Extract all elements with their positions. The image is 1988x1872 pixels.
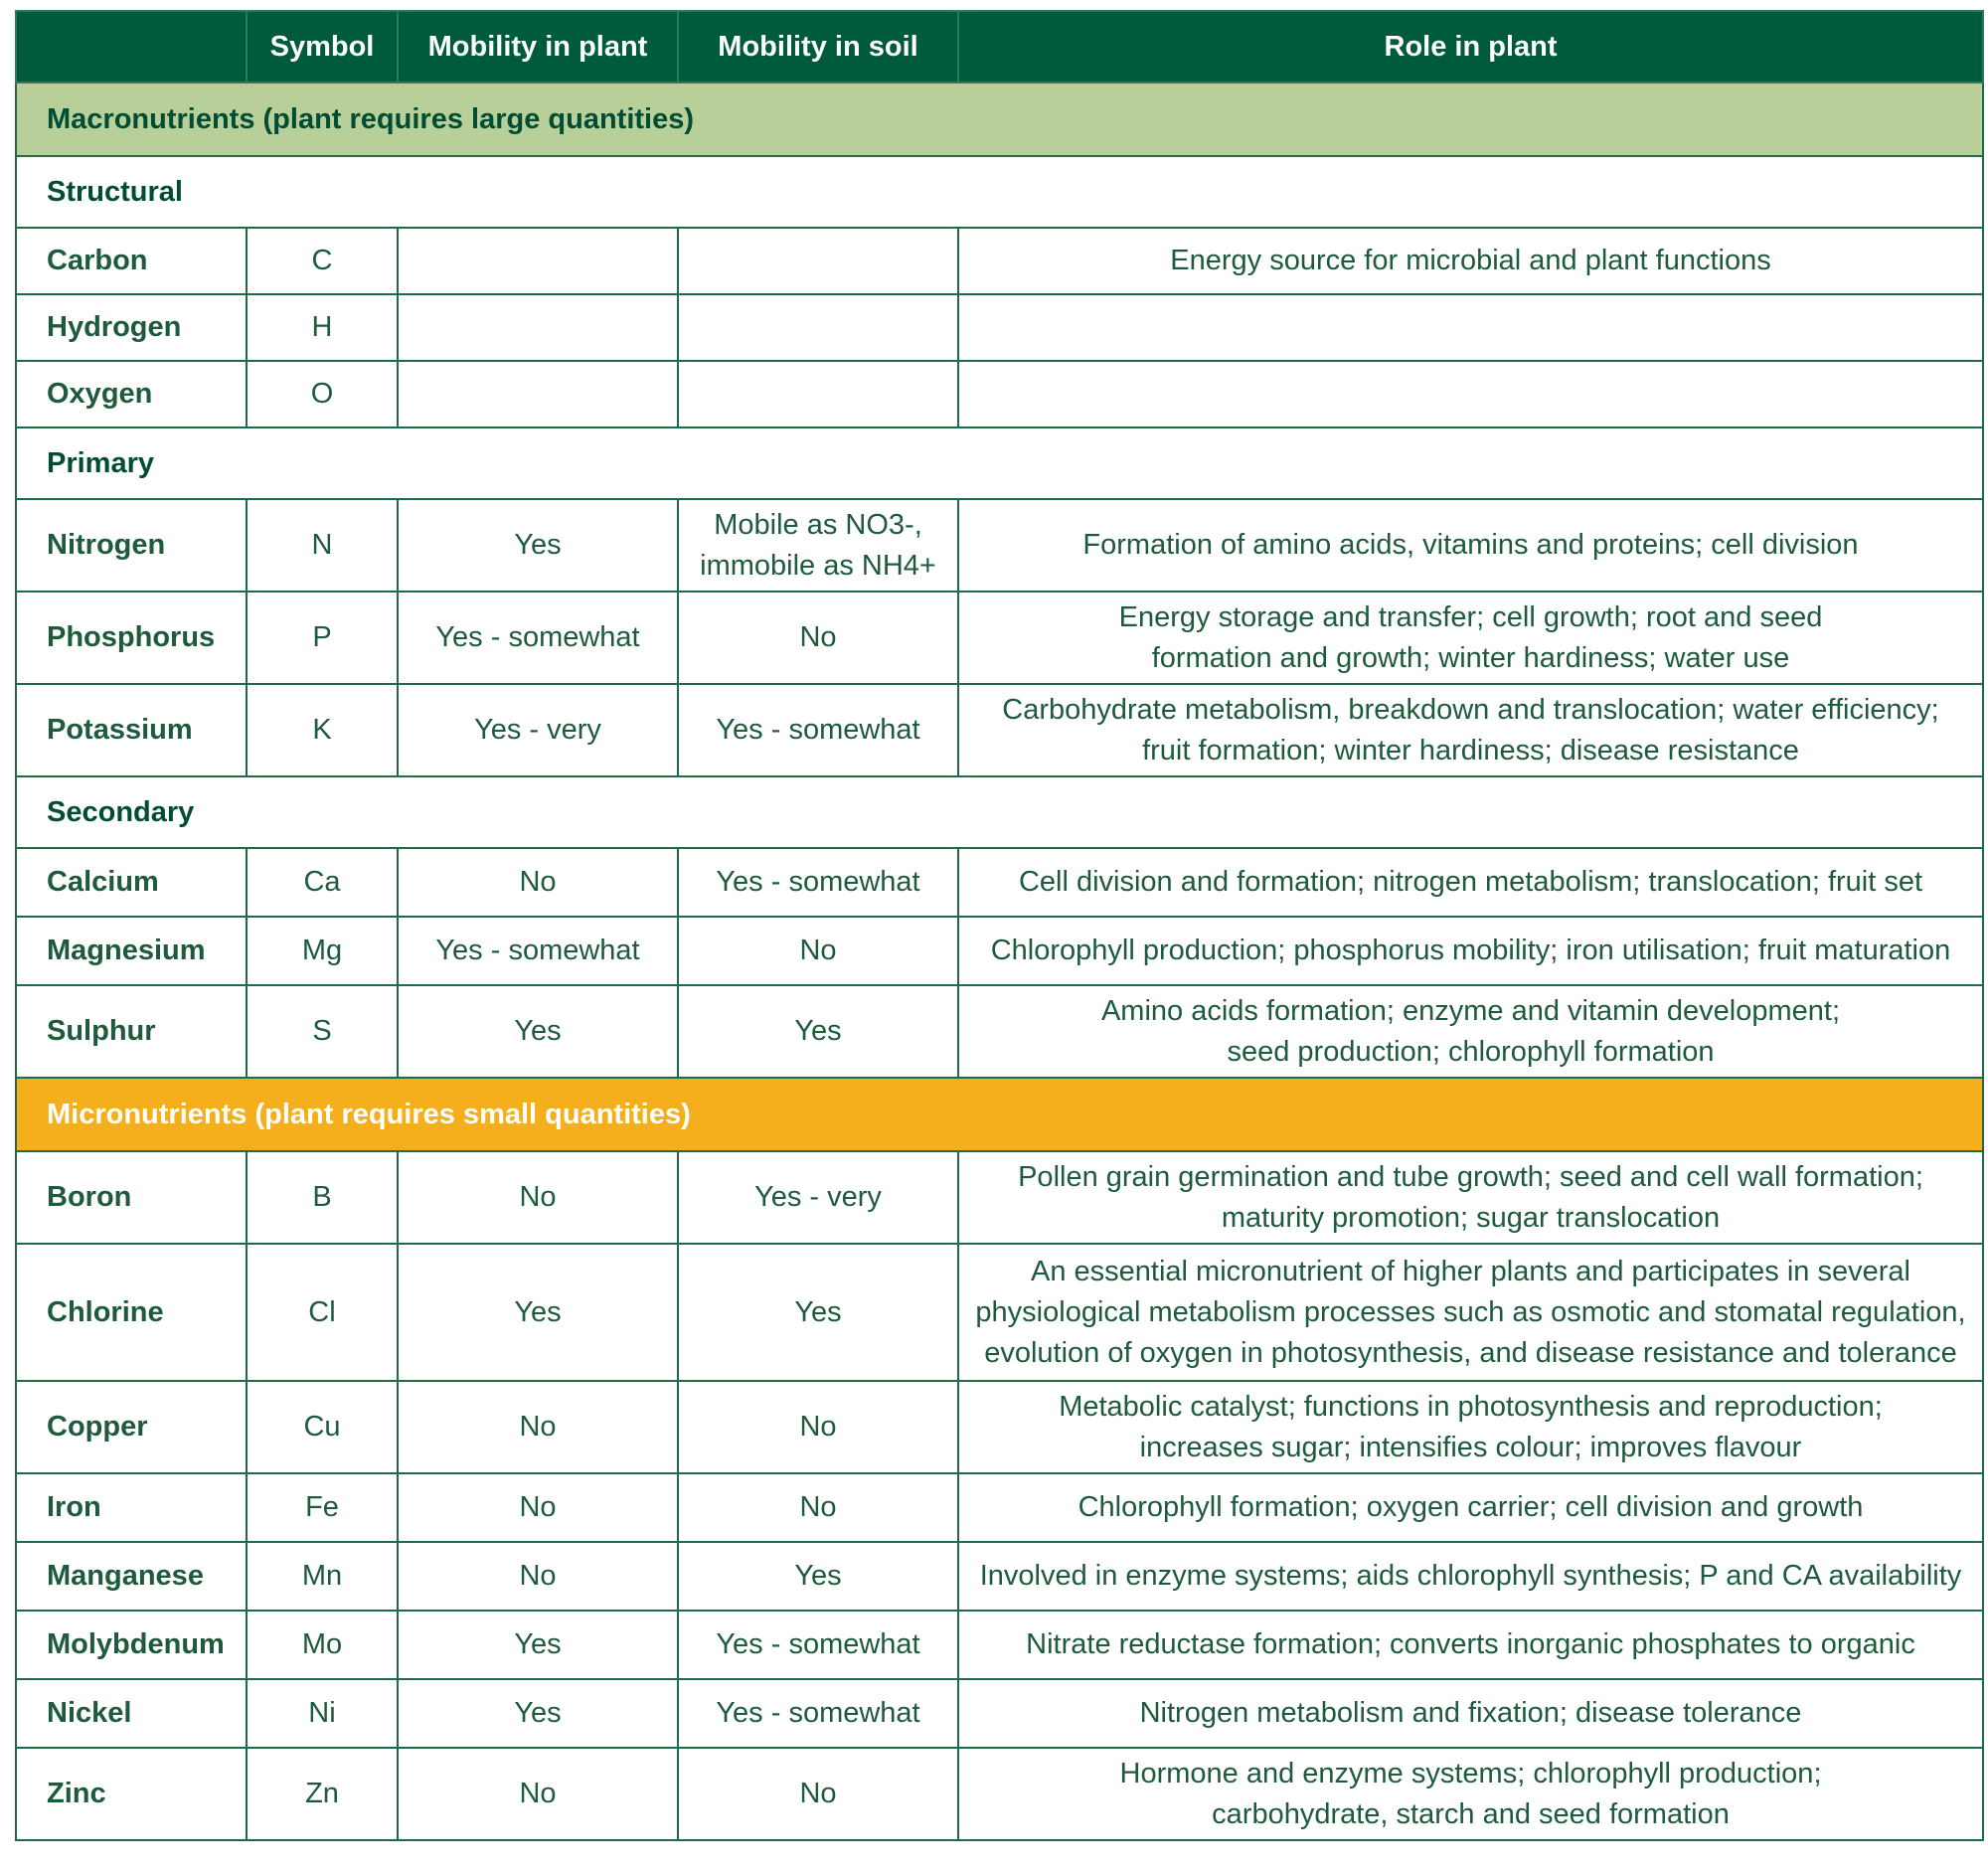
plant-role: Involved in enzyme systems; aids chlorophyll synthesis; P and CA availability: [958, 1542, 1983, 1611]
mobility-soil-line: Mobile as NO3-,: [714, 508, 922, 541]
plant-role: Formation of amino acids, vitamins and proteins; cell division: [958, 499, 1983, 592]
mobility-plant: Yes: [398, 1244, 678, 1381]
mobility-plant: Yes - very: [398, 684, 678, 776]
plant-role-line: seed production; chlorophyll formation: [1227, 1035, 1715, 1068]
mobility-plant: No: [398, 1151, 678, 1244]
mobility-soil: Yes - somewhat: [678, 848, 958, 917]
structural-group-header: [16, 156, 1983, 228]
plant-role: Chlorophyll formation; oxygen carrier; cell division and growth: [958, 1473, 1983, 1542]
nutrient-name: Carbon: [16, 228, 247, 294]
mobility-plant: [398, 294, 678, 361]
header-symbol: Symbol: [247, 11, 398, 83]
table-row: [16, 1151, 1983, 1244]
mobility-soil: Yes: [678, 985, 958, 1078]
nutrient-name: Potassium: [16, 684, 247, 776]
nutrient-name: Nickel: [16, 1679, 247, 1748]
nutrient-symbol: B: [247, 1151, 398, 1244]
plant-role-line: Pollen grain germination and tube growth; seed and cell wall formation;: [1018, 1160, 1923, 1193]
mobility-soil: [678, 294, 958, 361]
table-row: [16, 985, 1983, 1078]
table-row: [16, 1611, 1983, 1679]
nutrient-name: Zinc: [16, 1748, 247, 1840]
micronutrients-label: Micronutrients (plant requires small quantities): [16, 1078, 1983, 1151]
table-header-row: [16, 11, 1983, 83]
plant-role-line: fruit formation; winter hardiness; disease resistance: [1142, 734, 1799, 766]
structural-label: Structural: [16, 156, 1983, 228]
mobility-soil: No: [678, 1748, 958, 1840]
nutrient-symbol: C: [247, 228, 398, 294]
nutrient-name: Magnesium: [16, 917, 247, 985]
mobility-soil: Yes: [678, 1244, 958, 1381]
nutrient-name: Phosphorus: [16, 592, 247, 684]
nutrient-symbol: Mo: [247, 1611, 398, 1679]
nutrient-name: Nitrogen: [16, 499, 247, 592]
nutrient-symbol: Mg: [247, 917, 398, 985]
nutrient-name: Hydrogen: [16, 294, 247, 361]
plant-role-line: formation and growth; winter hardiness; water use: [1151, 641, 1790, 674]
nutrient-symbol: Fe: [247, 1473, 398, 1542]
nutrient-name: Copper: [16, 1381, 247, 1473]
nutrient-symbol: O: [247, 361, 398, 427]
plant-role: [958, 592, 1983, 684]
nutrient-symbol: Cu: [247, 1381, 398, 1473]
plant-role-line: carbohydrate, starch and seed formation: [1212, 1797, 1730, 1830]
header-mobility-plant: Mobility in plant: [398, 11, 678, 83]
primary-label: Primary: [16, 427, 1983, 499]
table-row: [16, 848, 1983, 917]
table-row: [16, 499, 1983, 592]
nutrient-symbol: Zn: [247, 1748, 398, 1840]
mobility-soil: No: [678, 592, 958, 684]
nutrient-symbol: Mn: [247, 1542, 398, 1611]
mobility-soil-line: immobile as NH4+: [700, 549, 936, 582]
header-mobility-soil: Mobility in soil: [678, 11, 958, 83]
plant-role-line: Energy storage and transfer; cell growth; root and seed: [1118, 600, 1823, 633]
nutrient-name: Boron: [16, 1151, 247, 1244]
mobility-soil: [678, 361, 958, 427]
mobility-plant: Yes: [398, 1611, 678, 1679]
nutrient-symbol: Ni: [247, 1679, 398, 1748]
nutrient-name: Manganese: [16, 1542, 247, 1611]
nutrient-name: Oxygen: [16, 361, 247, 427]
table-row: [16, 1542, 1983, 1611]
plant-role: [958, 684, 1983, 776]
header-nutrient: [16, 11, 247, 83]
plant-role-line: An essential micronutrient of higher plants and participates in several: [1031, 1255, 1910, 1287]
secondary-group-header: [16, 776, 1983, 848]
mobility-plant: [398, 361, 678, 427]
mobility-soil: Yes - very: [678, 1151, 958, 1244]
mobility-plant: Yes: [398, 985, 678, 1078]
nutrient-name: Molybdenum: [16, 1611, 247, 1679]
nutrient-name: Calcium: [16, 848, 247, 917]
plant-role: [958, 1381, 1983, 1473]
plant-role-line: physiological metabolism processes such as osmotic and stomatal regulation,: [975, 1295, 1966, 1328]
nutrient-symbol: S: [247, 985, 398, 1078]
plant-role: [958, 1151, 1983, 1244]
mobility-soil: No: [678, 917, 958, 985]
plant-role: Energy source for microbial and plant functions: [958, 228, 1983, 294]
table-row: [16, 917, 1983, 985]
macronutrients-section-header: [16, 83, 1983, 156]
plant-role: Chlorophyll production; phosphorus mobility; iron utilisation; fruit maturation: [958, 917, 1983, 985]
plant-role: Nitrate reductase formation; converts inorganic phosphates to organic: [958, 1611, 1983, 1679]
plant-role-line: Metabolic catalyst; functions in photosynthesis and reproduction;: [1059, 1390, 1883, 1423]
mobility-plant: Yes: [398, 1679, 678, 1748]
header-role: Role in plant: [958, 11, 1983, 83]
nutrient-symbol: N: [247, 499, 398, 592]
mobility-soil: Yes - somewhat: [678, 684, 958, 776]
mobility-plant: No: [398, 1748, 678, 1840]
mobility-plant: [398, 228, 678, 294]
nutrient-name: Chlorine: [16, 1244, 247, 1381]
nutrient-table-container: [15, 10, 1982, 1841]
plant-role: Nitrogen metabolism and fixation; disease tolerance: [958, 1679, 1983, 1748]
plant-nutrient-table: [15, 10, 1984, 1841]
nutrient-symbol: H: [247, 294, 398, 361]
table-row: [16, 1244, 1983, 1381]
macronutrients-label: Macronutrients (plant requires large quantities): [16, 83, 1983, 156]
nutrient-symbol: Ca: [247, 848, 398, 917]
table-row: [16, 592, 1983, 684]
mobility-plant: No: [398, 1473, 678, 1542]
mobility-soil: Yes - somewhat: [678, 1611, 958, 1679]
plant-role-line: Carbohydrate metabolism, breakdown and translocation; water efficiency;: [1002, 693, 1939, 726]
plant-role-line: evolution of oxygen in photosynthesis, and disease resistance and tolerance: [984, 1336, 1957, 1369]
plant-role: [958, 1244, 1983, 1381]
mobility-plant: No: [398, 848, 678, 917]
plant-role: Cell division and formation; nitrogen metabolism; translocation; fruit set: [958, 848, 1983, 917]
mobility-soil: Yes - somewhat: [678, 1679, 958, 1748]
nutrient-name: Sulphur: [16, 985, 247, 1078]
plant-role: [958, 294, 1983, 361]
table-row: [16, 1381, 1983, 1473]
plant-role: [958, 985, 1983, 1078]
table-row: [16, 684, 1983, 776]
mobility-soil: [678, 228, 958, 294]
mobility-soil: No: [678, 1473, 958, 1542]
mobility-soil: [678, 499, 958, 592]
table-row: [16, 228, 1983, 294]
mobility-soil: Yes: [678, 1542, 958, 1611]
nutrient-name: Iron: [16, 1473, 247, 1542]
mobility-plant: Yes - somewhat: [398, 592, 678, 684]
plant-role-line: Hormone and enzyme systems; chlorophyll production;: [1119, 1757, 1822, 1789]
plant-role-line: maturity promotion; sugar translocation: [1221, 1201, 1721, 1234]
micronutrients-section-header: [16, 1078, 1983, 1151]
mobility-plant: Yes: [398, 499, 678, 592]
nutrient-symbol: P: [247, 592, 398, 684]
table-row: [16, 294, 1983, 361]
table-row: [16, 1679, 1983, 1748]
table-row: [16, 1748, 1983, 1840]
plant-role: [958, 1748, 1983, 1840]
plant-role-line: Amino acids formation; enzyme and vitamin development;: [1100, 994, 1841, 1027]
table-row: [16, 361, 1983, 427]
plant-role: [958, 361, 1983, 427]
mobility-plant: No: [398, 1381, 678, 1473]
secondary-label: Secondary: [16, 776, 1983, 848]
mobility-plant: Yes - somewhat: [398, 917, 678, 985]
nutrient-symbol: K: [247, 684, 398, 776]
nutrient-symbol: Cl: [247, 1244, 398, 1381]
mobility-plant: No: [398, 1542, 678, 1611]
table-row: [16, 1473, 1983, 1542]
primary-group-header: [16, 427, 1983, 499]
plant-role-line: increases sugar; intensifies colour; improves flavour: [1139, 1431, 1802, 1463]
mobility-soil: No: [678, 1381, 958, 1473]
